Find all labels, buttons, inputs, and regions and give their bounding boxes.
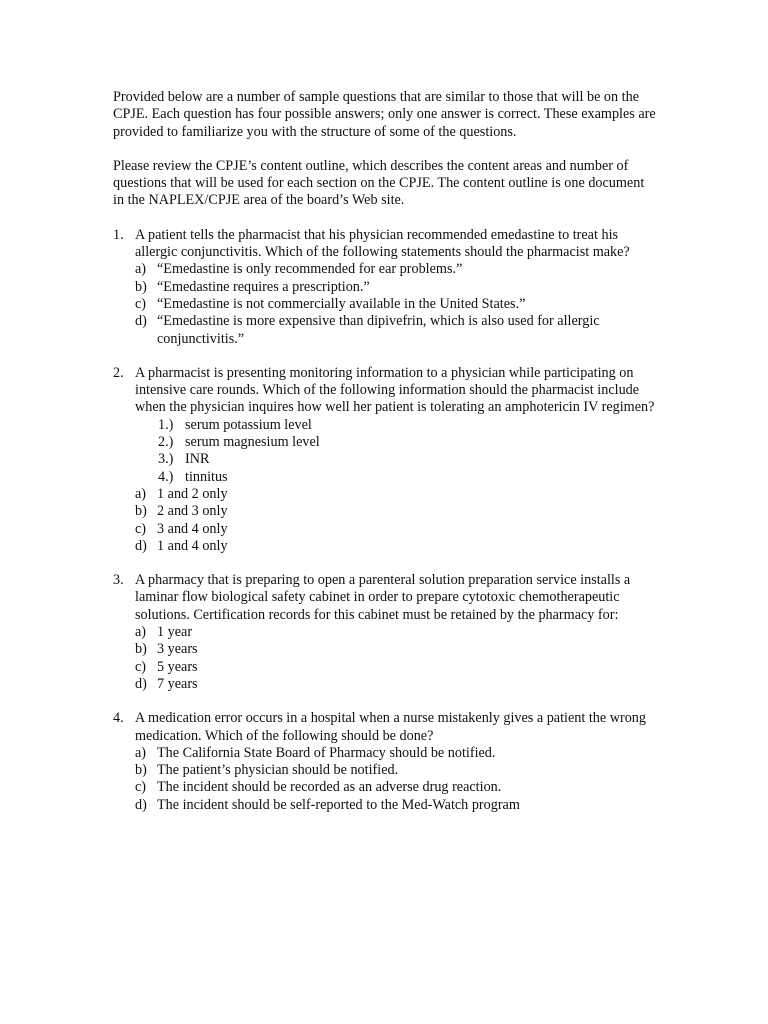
answer-letter: b)	[135, 762, 147, 779]
answer-letter: c)	[135, 779, 147, 796]
question-number: 4.	[113, 710, 124, 727]
answer-choice	[135, 486, 658, 503]
answer-text: 1 and 4 only	[157, 537, 228, 554]
question-1	[113, 227, 658, 348]
numbered-option-text: serum magnesium level	[185, 434, 320, 451]
numbered-option-number: 4.)	[158, 468, 174, 485]
answer-choices	[113, 261, 658, 347]
answer-choice	[135, 745, 658, 762]
answer-letter: a)	[135, 261, 147, 278]
numbered-option-number: 3.)	[158, 451, 174, 468]
answer-text: 7 years	[157, 675, 198, 692]
answer-text: 3 years	[157, 641, 198, 658]
answer-text: The incident should be recorded as an adverse drug reaction.	[157, 779, 502, 796]
answer-choice	[135, 261, 658, 278]
answer-text: The California State Board of Pharmacy should be notified.	[157, 744, 496, 761]
answer-text: “Emedastine requires a prescription.”	[157, 278, 370, 295]
question-text: A medication error occurs in a hospital when a nurse mistakenly gives a patient the wrong medication. Which of the following should be done?	[135, 710, 646, 744]
answer-text: 5 years	[157, 658, 198, 675]
answer-letter: b)	[135, 278, 147, 295]
answer-letter: b)	[135, 641, 147, 658]
answer-text: The patient’s physician should be notified.	[157, 762, 399, 779]
numbered-option	[158, 434, 658, 451]
intro-paragraph-2: Please review the CPJE’s content outline, which describes the content areas and number of questions that will be used for each section on the CPJE. The content outline is one document in the NAPLEX/CPJE area of the board’s Web site.	[113, 157, 645, 209]
answer-choice	[135, 659, 658, 676]
option-numbered-list	[113, 417, 658, 486]
answer-text: “Emedastine is only recommended for ear problems.”	[157, 261, 463, 278]
answer-choice	[135, 503, 658, 520]
intro-paragraph-1: Provided below are a number of sample questions that are similar to those that will be on the CPJE. Each question has four possible answers; only one answer is correct. These examples are provided to familiarize you with the structure of some of the questions.	[113, 89, 656, 140]
answer-choice	[135, 641, 658, 658]
answer-letter: a)	[135, 744, 147, 761]
answer-choice	[135, 797, 658, 814]
answer-text: “Emedastine is not commercially available in the United States.”	[157, 295, 526, 312]
document-page	[113, 89, 658, 831]
answer-text: 1 year	[157, 624, 193, 641]
answer-text: “Emedastine is more expensive than dipivefrin, which is also used for allergic conjunctivitis.”	[157, 313, 600, 347]
answer-text: 2 and 3 only	[157, 503, 228, 520]
numbered-option-number: 2.)	[158, 434, 174, 451]
answer-letter: b)	[135, 503, 147, 520]
question-stem	[113, 572, 658, 624]
answer-text: 3 and 4 only	[157, 520, 228, 537]
answer-letter: c)	[135, 658, 147, 675]
numbered-option-text: serum potassium level	[185, 416, 312, 433]
question-list	[113, 227, 658, 814]
answer-choice	[135, 676, 658, 693]
question-stem	[113, 227, 658, 262]
numbered-option	[158, 417, 658, 434]
answer-choices	[113, 486, 658, 555]
numbered-option-text: tinnitus	[185, 468, 228, 485]
answer-letter: c)	[135, 520, 147, 537]
answer-choice	[135, 296, 658, 313]
answer-choices	[113, 745, 658, 814]
question-4	[113, 710, 658, 814]
answer-choice	[135, 762, 658, 779]
answer-letter: d)	[135, 675, 147, 692]
answer-choices	[113, 624, 658, 693]
answer-letter: a)	[135, 485, 147, 502]
answer-choice	[135, 521, 658, 538]
answer-choice	[135, 779, 658, 796]
answer-choice	[135, 624, 658, 641]
answer-letter: c)	[135, 295, 147, 312]
question-number: 2.	[113, 364, 124, 381]
numbered-option	[158, 451, 658, 468]
question-2	[113, 365, 658, 555]
question-number: 1.	[113, 226, 124, 243]
answer-text: 1 and 2 only	[157, 485, 228, 502]
answer-letter: d)	[135, 313, 147, 330]
numbered-option-number: 1.)	[158, 416, 174, 433]
answer-letter: d)	[135, 537, 147, 554]
answer-text: The incident should be self-reported to the Med-Watch program	[157, 796, 520, 813]
question-text: A patient tells the pharmacist that his physician recommended emedastine to treat his allergic conjunctivitis. Which of the following statements should the pharmacist make?	[135, 226, 630, 261]
answer-letter: a)	[135, 624, 147, 641]
question-stem	[113, 710, 658, 745]
question-3	[113, 572, 658, 693]
numbered-option	[158, 469, 658, 486]
question-number: 3.	[113, 572, 124, 589]
answer-choice	[135, 313, 658, 348]
question-text: A pharmacy that is preparing to open a parenteral solution preparation service installs a laminar flow biological safety cabinet in order to prepare cytotoxic chemotherapeutic solutions. Certification records for this cabinet must be retained by the pharmacy for:	[135, 572, 631, 623]
question-text: A pharmacist is presenting monitoring information to a physician while participating on intensive care rounds. Which of the following information should the pharmacist include when the physician inquires how well her patient is tolerating an amphotericin IV regimen?	[135, 364, 655, 416]
answer-choice	[135, 279, 658, 296]
question-stem	[113, 365, 658, 417]
answer-letter: d)	[135, 796, 147, 813]
numbered-option-text: INR	[185, 451, 210, 468]
answer-choice	[135, 538, 658, 555]
